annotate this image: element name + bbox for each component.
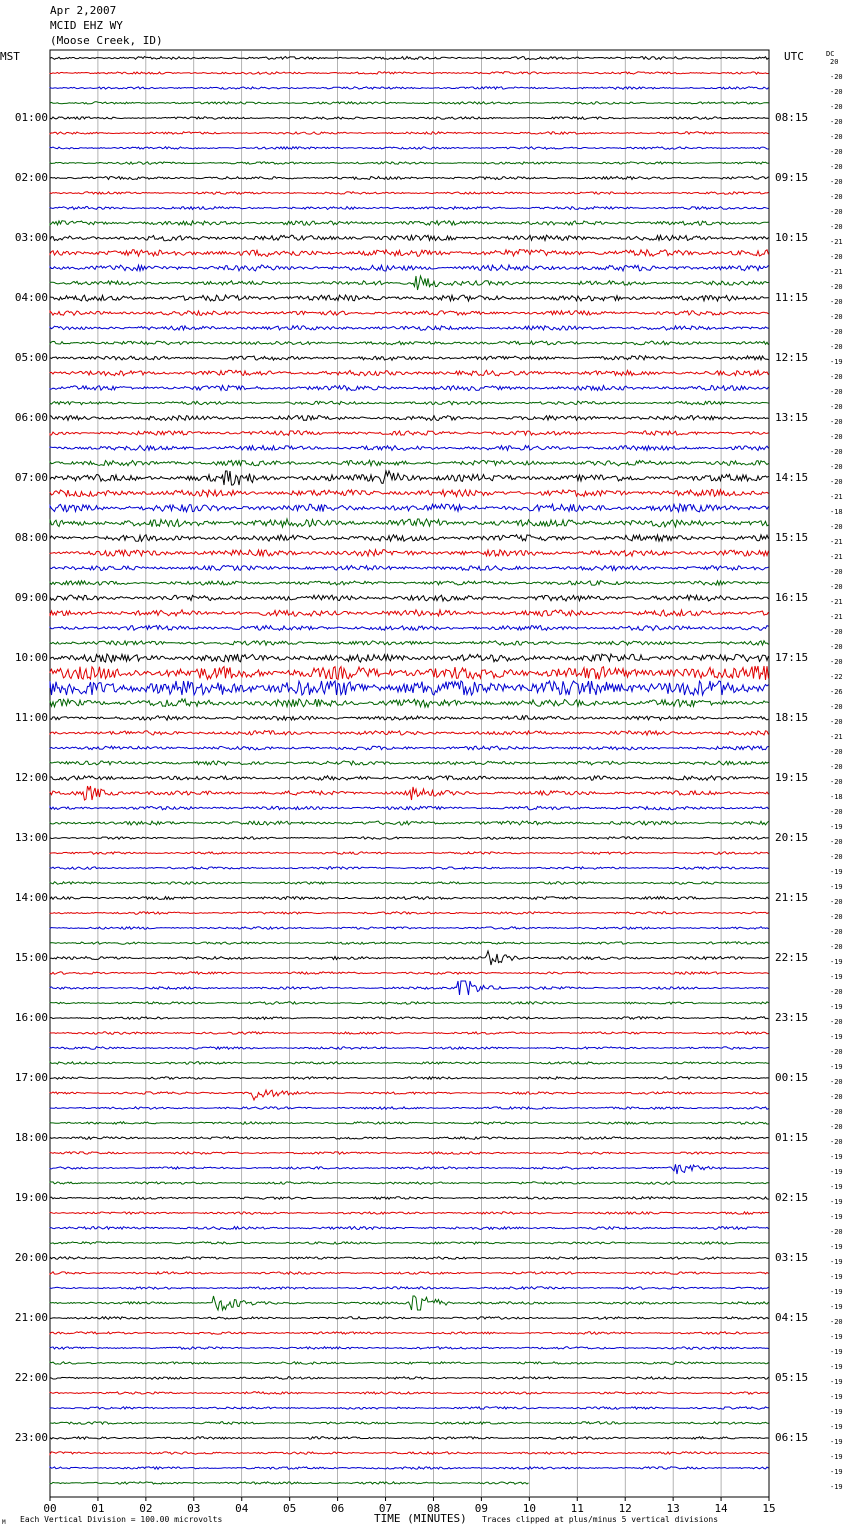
mst-hour-label: 16:00 [14, 1011, 48, 1024]
mst-hour-label: 19:00 [14, 1191, 48, 1204]
dc-offset-36: -21 [830, 598, 843, 606]
x-tick-label: 15 [762, 1502, 776, 1515]
mst-hour-label: 06:00 [14, 411, 48, 424]
trace-0 [50, 57, 769, 60]
mst-hour-label: 22:00 [14, 1371, 48, 1384]
utc-hour-label: 20:15 [775, 831, 809, 844]
dc-offset-10: -20 [830, 208, 843, 216]
x-tick-label: 02 [139, 1502, 153, 1515]
mst-hour-label: 13:00 [14, 831, 48, 844]
dc-offset-68: -20 [830, 1078, 843, 1086]
trace-93 [50, 1452, 769, 1455]
trace-94 [50, 1467, 769, 1470]
utc-hour-label: 04:15 [775, 1311, 809, 1324]
trace-68 [50, 1077, 769, 1080]
dc-offset-1: -20 [830, 73, 843, 81]
trace-70 [50, 1107, 769, 1110]
mst-hour-label: 20:00 [14, 1251, 48, 1264]
right-timezone-label: UTC [784, 50, 804, 63]
dc-offset-34: -20 [830, 568, 843, 576]
trace-45 [50, 731, 769, 736]
dc-offset-26: -20 [830, 448, 843, 456]
dc-offset-81: -19 [830, 1273, 843, 1281]
trace-34 [50, 566, 769, 571]
x-tick-label: 04 [235, 1502, 249, 1515]
utc-hour-label: 18:15 [775, 711, 809, 724]
dc-offset-54: -19 [830, 868, 843, 876]
dc-offset-7: -20 [830, 163, 843, 171]
dc-offset-69: -20 [830, 1093, 843, 1101]
scale-note: Each Vertical Division = 100.00 microvolts [20, 1515, 223, 1524]
dc-offset-77: -19 [830, 1213, 843, 1221]
mst-hour-label: 10:00 [14, 651, 48, 664]
utc-hour-label: 14:15 [775, 471, 809, 484]
clip-note: Traces clipped at plus/minus 5 vertical divisions [482, 1515, 719, 1524]
dc-offset-90: -19 [830, 1408, 843, 1416]
trace-82 [50, 1287, 769, 1290]
dc-offset-76: -19 [830, 1198, 843, 1206]
dc-offset-43: -20 [830, 703, 843, 711]
utc-hour-label: 08:15 [775, 111, 809, 124]
dc-offset-56: -20 [830, 898, 843, 906]
dc-offset-header: DC [826, 50, 835, 58]
dc-offset-91: -19 [830, 1423, 843, 1431]
trace-73 [50, 1152, 769, 1154]
dc-offset-67: -19 [830, 1063, 843, 1071]
trace-50 [50, 806, 769, 809]
dc-offset-55: -19 [830, 883, 843, 891]
trace-37 [50, 610, 769, 617]
x-tick-label: 11 [570, 1502, 584, 1515]
dc-offset-16: -20 [830, 298, 843, 306]
trace-17 [50, 311, 769, 316]
dc-offset-75: -19 [830, 1183, 843, 1191]
dc-offset-70: -20 [830, 1108, 843, 1116]
trace-85 [50, 1332, 769, 1335]
dc-offset-47: -20 [830, 763, 843, 771]
trace-38 [50, 626, 769, 631]
trace-33 [50, 550, 769, 556]
trace-75 [50, 1182, 769, 1185]
trace-13 [50, 250, 769, 257]
trace-90 [50, 1407, 769, 1410]
dc-offset-5: -20 [830, 133, 843, 141]
dc-offset-12: -21 [830, 238, 843, 246]
trace-77 [50, 1212, 769, 1215]
trace-6 [50, 147, 769, 150]
mst-hour-label: 03:00 [14, 231, 48, 244]
dc-offset-11: -20 [830, 223, 843, 231]
utc-hour-label: 05:15 [775, 1371, 809, 1384]
trace-83 [50, 1296, 769, 1310]
trace-49 [50, 786, 769, 800]
dc-offset-29: -21 [830, 493, 843, 501]
trace-23 [50, 401, 769, 405]
trace-8 [50, 176, 769, 179]
utc-hour-label: 12:15 [775, 351, 809, 364]
mst-hour-label: 14:00 [14, 891, 48, 904]
utc-hour-label: 00:15 [775, 1071, 809, 1084]
utc-hour-label: 10:15 [775, 231, 809, 244]
utc-hour-label: 03:15 [775, 1251, 809, 1264]
trace-2 [50, 87, 769, 90]
mst-hour-label: 18:00 [14, 1131, 48, 1144]
trace-60 [50, 951, 769, 965]
utc-hour-label: 21:15 [775, 891, 809, 904]
x-tick-label: 10 [522, 1502, 536, 1515]
utc-hour-label: 23:15 [775, 1011, 809, 1024]
trace-7 [50, 162, 769, 165]
x-tick-label: 06 [330, 1502, 345, 1515]
dc-offset-24: -20 [830, 418, 843, 426]
trace-3 [50, 102, 769, 105]
footer-mark: M [2, 1519, 6, 1526]
dc-offset-48: -20 [830, 778, 843, 786]
dc-offset-28: -20 [830, 478, 843, 486]
plot-date: Apr 2,2007 [50, 4, 117, 17]
trace-64 [50, 1017, 769, 1020]
mst-hour-label: 15:00 [14, 951, 48, 964]
dc-offset-57: -20 [830, 913, 843, 921]
trace-35 [50, 581, 769, 585]
dc-offset-74: -19 [830, 1168, 843, 1176]
utc-hour-label: 01:15 [775, 1131, 809, 1144]
dc-offset-89: -19 [830, 1393, 843, 1401]
dc-offset-50: -20 [830, 808, 843, 816]
dc-offset-18: -20 [830, 328, 843, 336]
dc-offset-73: -19 [830, 1153, 843, 1161]
utc-hour-label: 22:15 [775, 951, 809, 964]
trace-54 [50, 867, 769, 870]
x-tick-label: 00 [43, 1502, 57, 1515]
dc-offset-60: -19 [830, 958, 843, 966]
dc-offset-40: -20 [830, 658, 843, 666]
trace-56 [50, 897, 769, 900]
dc-offset-93: -19 [830, 1453, 843, 1461]
trace-72 [50, 1137, 769, 1140]
dc-offset-14: -21 [830, 268, 843, 276]
trace-58 [50, 927, 769, 930]
trace-92 [50, 1437, 769, 1440]
trace-69 [50, 1090, 769, 1100]
trace-5 [50, 132, 769, 135]
dc-offset-15: -20 [830, 283, 843, 291]
dc-offset-27: -20 [830, 463, 843, 471]
trace-40 [50, 654, 769, 662]
x-tick-label: 09 [474, 1502, 489, 1515]
x-tick-label: 05 [283, 1502, 297, 1515]
x-tick-label: 13 [666, 1502, 680, 1515]
x-tick-label: 12 [618, 1502, 632, 1515]
dc-offset-2: -20 [830, 88, 843, 96]
dc-offset-92: -19 [830, 1438, 843, 1446]
dc-offset-32: -21 [830, 538, 843, 546]
dc-offset-62: -20 [830, 988, 843, 996]
dc-offset-83: -19 [830, 1303, 843, 1311]
dc-offset-53: -20 [830, 853, 843, 861]
dc-offset-0: 20 [830, 58, 839, 66]
trace-71 [50, 1122, 769, 1125]
trace-53 [50, 852, 769, 855]
trace-18 [50, 326, 769, 330]
dc-offset-82: -19 [830, 1288, 843, 1296]
x-tick-label: 14 [714, 1502, 728, 1515]
utc-hour-label: 13:15 [775, 411, 809, 424]
dc-offset-85: -19 [830, 1333, 843, 1341]
trace-81 [50, 1272, 769, 1275]
trace-27 [50, 460, 769, 466]
utc-hour-label: 11:15 [775, 291, 809, 304]
trace-67 [50, 1062, 769, 1065]
trace-15 [50, 276, 769, 290]
trace-80 [50, 1257, 769, 1260]
dc-offset-84: -20 [830, 1318, 843, 1326]
mst-hour-label: 04:00 [14, 291, 48, 304]
trace-19 [50, 341, 769, 345]
dc-offset-17: -20 [830, 313, 843, 321]
dc-offset-79: -19 [830, 1243, 843, 1251]
utc-hour-label: 09:15 [775, 171, 809, 184]
trace-63 [50, 1002, 769, 1005]
trace-74 [50, 1164, 769, 1174]
trace-55 [50, 882, 769, 884]
trace-31 [50, 519, 769, 527]
utc-hour-label: 19:15 [775, 771, 809, 784]
x-tick-label: 01 [91, 1502, 105, 1515]
trace-78 [50, 1227, 769, 1230]
trace-41 [50, 666, 769, 680]
station-code: MCID EHZ WY [50, 19, 123, 32]
trace-91 [50, 1422, 769, 1425]
trace-95 [50, 1482, 529, 1484]
dc-offset-63: -19 [830, 1003, 843, 1011]
dc-offset-45: -21 [830, 733, 843, 741]
dc-offset-65: -19 [830, 1033, 843, 1041]
trace-89 [50, 1392, 769, 1395]
dc-offset-13: -20 [830, 253, 843, 261]
trace-20 [50, 356, 769, 361]
dc-offset-3: -20 [830, 103, 843, 111]
trace-76 [50, 1197, 769, 1200]
dc-offset-66: -20 [830, 1048, 843, 1056]
dc-offset-25: -20 [830, 433, 843, 441]
trace-84 [50, 1317, 769, 1320]
trace-61 [50, 972, 769, 975]
trace-10 [50, 207, 769, 210]
dc-offset-33: -21 [830, 553, 843, 561]
dc-offset-94: -19 [830, 1468, 843, 1476]
utc-hour-label: 16:15 [775, 591, 809, 604]
dc-offset-88: -19 [830, 1378, 843, 1386]
dc-offset-46: -20 [830, 748, 843, 756]
trace-9 [50, 192, 769, 195]
trace-57 [50, 912, 769, 915]
x-tick-label: 03 [187, 1502, 201, 1515]
mst-hour-label: 07:00 [14, 471, 48, 484]
trace-32 [50, 535, 769, 542]
trace-24 [50, 416, 769, 421]
trace-11 [50, 221, 769, 226]
dc-offset-6: -20 [830, 148, 843, 156]
trace-42 [50, 681, 769, 695]
dc-offset-35: -20 [830, 583, 843, 591]
trace-46 [50, 746, 769, 750]
dc-offset-86: -19 [830, 1348, 843, 1356]
mst-hour-label: 21:00 [14, 1311, 48, 1324]
dc-offset-71: -20 [830, 1123, 843, 1131]
mst-hour-label: 01:00 [14, 111, 48, 124]
mst-hour-label: 05:00 [14, 351, 48, 364]
dc-offset-22: -20 [830, 388, 843, 396]
dc-offset-23: -20 [830, 403, 843, 411]
dc-offset-87: -19 [830, 1363, 843, 1371]
trace-36 [50, 595, 769, 601]
dc-offset-80: -19 [830, 1258, 843, 1266]
dc-offset-19: -20 [830, 343, 843, 351]
trace-30 [50, 504, 769, 512]
trace-29 [50, 490, 769, 497]
dc-offset-4: -20 [830, 118, 843, 126]
trace-1 [50, 72, 769, 75]
trace-52 [50, 837, 769, 840]
dc-offset-51: -19 [830, 823, 843, 831]
utc-hour-label: 02:15 [775, 1191, 809, 1204]
dc-offset-58: -20 [830, 928, 843, 936]
dc-offset-52: -20 [830, 838, 843, 846]
station-location: (Moose Creek, ID) [50, 34, 163, 47]
trace-62 [50, 981, 769, 995]
trace-65 [50, 1032, 769, 1035]
trace-28 [50, 471, 769, 485]
dc-offset-49: -18 [830, 793, 843, 801]
trace-66 [50, 1047, 769, 1050]
dc-offset-61: -19 [830, 973, 843, 981]
trace-43 [50, 699, 769, 707]
dc-offset-72: -20 [830, 1138, 843, 1146]
trace-51 [50, 821, 769, 825]
trace-87 [50, 1362, 769, 1365]
dc-offset-9: -20 [830, 193, 843, 201]
dc-offset-64: -20 [830, 1018, 843, 1026]
dc-offset-38: -20 [830, 628, 843, 636]
mst-hour-label: 09:00 [14, 591, 48, 604]
x-tick-label: 08 [426, 1502, 441, 1515]
x-axis-label: TIME (MINUTES) [374, 1512, 467, 1525]
x-tick-label: 07 [378, 1502, 393, 1515]
trace-16 [50, 295, 769, 301]
trace-12 [50, 235, 769, 241]
left-timezone-label: MST [0, 50, 20, 63]
mst-hour-label: 02:00 [14, 171, 48, 184]
trace-39 [50, 641, 769, 646]
utc-hour-label: 15:15 [775, 531, 809, 544]
dc-offset-41: -22 [830, 673, 843, 681]
dc-offset-21: -20 [830, 373, 843, 381]
trace-59 [50, 942, 769, 945]
dc-offset-37: -21 [830, 613, 843, 621]
trace-48 [50, 776, 769, 781]
dc-offset-59: -20 [830, 943, 843, 951]
trace-21 [50, 370, 769, 376]
trace-4 [50, 117, 769, 120]
trace-88 [50, 1377, 769, 1380]
mst-hour-label: 12:00 [14, 771, 48, 784]
trace-22 [50, 385, 769, 390]
dc-offset-20: -19 [830, 358, 843, 366]
mst-hour-label: 17:00 [14, 1071, 48, 1084]
dc-offset-78: -20 [830, 1228, 843, 1236]
dc-offset-44: -20 [830, 718, 843, 726]
mst-hour-label: 11:00 [14, 711, 48, 724]
mst-hour-label: 08:00 [14, 531, 48, 544]
dc-offset-8: -20 [830, 178, 843, 186]
utc-hour-label: 06:15 [775, 1431, 809, 1444]
dc-offset-39: -20 [830, 643, 843, 651]
trace-25 [50, 431, 769, 436]
mst-hour-label: 23:00 [14, 1431, 48, 1444]
dc-offset-31: -20 [830, 523, 843, 531]
trace-14 [50, 265, 769, 271]
trace-44 [50, 716, 769, 721]
trace-47 [50, 761, 769, 765]
trace-79 [50, 1242, 769, 1245]
trace-26 [50, 446, 769, 451]
dc-offset-95: -19 [830, 1483, 843, 1491]
utc-hour-label: 17:15 [775, 651, 809, 664]
dc-offset-30: -18 [830, 508, 843, 516]
trace-86 [50, 1347, 769, 1350]
dc-offset-42: -26 [830, 688, 843, 696]
